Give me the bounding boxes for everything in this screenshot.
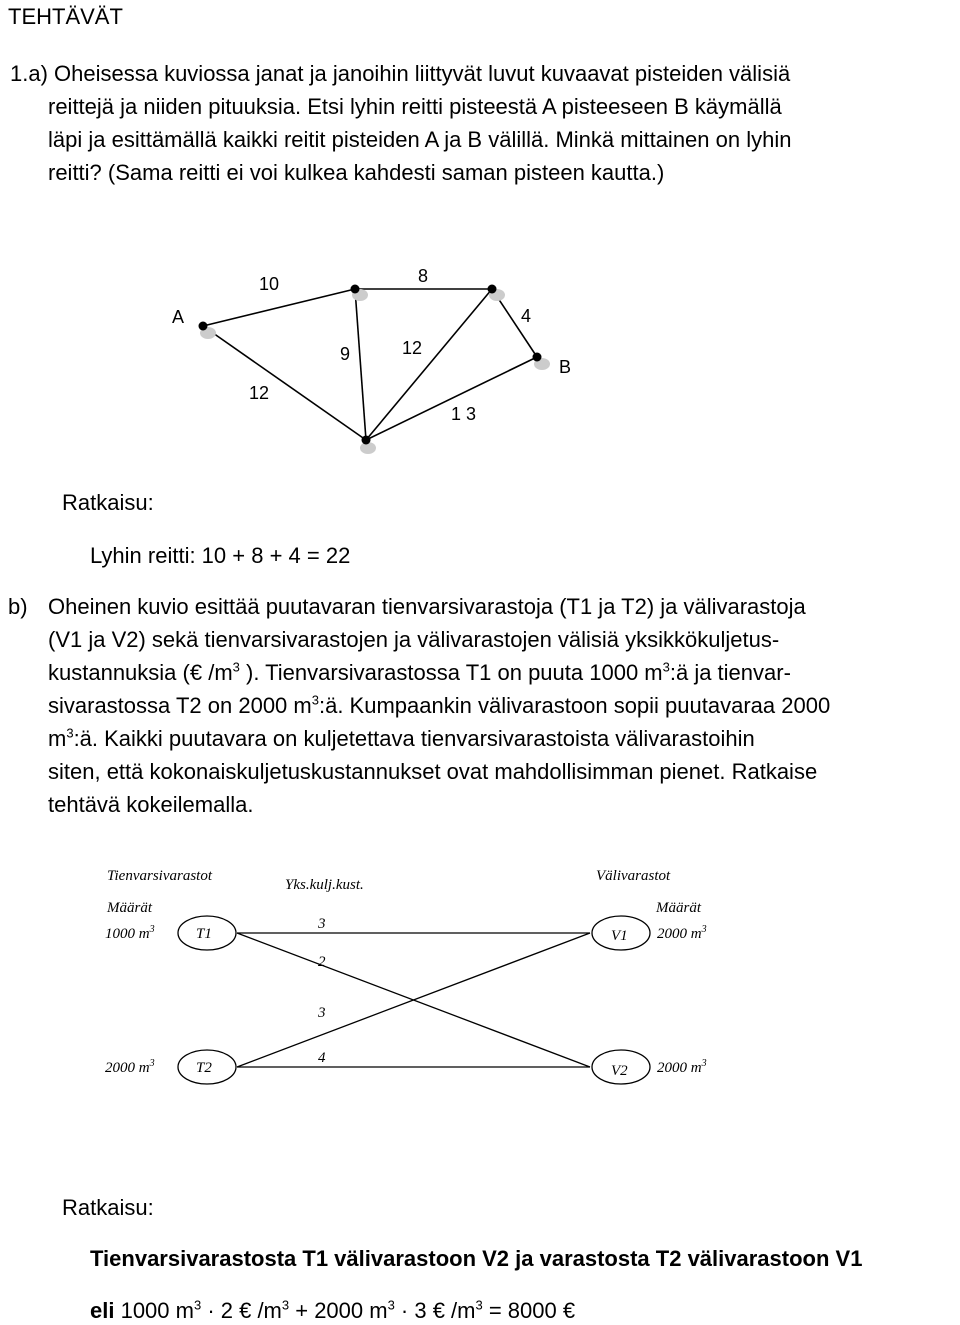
task-1b-line: $m^3:ä$. Kaikki puutavara on kuljetettava tienvarsivarastoista välivarastoihin — [48, 725, 755, 751]
edge-label: 1 3 — [451, 404, 477, 424]
edge-bottom-b — [366, 357, 537, 440]
node-top1 — [351, 285, 369, 302]
task-1b-line: Oheinen kuvio esittää puutavaran tienvarsivarastoja (T1 ja T2) ja välivarastoja — [48, 594, 806, 619]
node-v1-label: V1 — [611, 928, 628, 944]
cost-t1-v2: 2 — [318, 954, 326, 970]
left-heading: Tienvarsivarastot — [107, 868, 213, 884]
task-1a-line: läpi ja esittämällä kaikki reitit pisteiden A ja B välillä. Minkä mittainen on lyhin — [48, 127, 792, 152]
v1-amount: 2000 $m^3$ — [657, 924, 707, 942]
solution2-heading: Ratkaisu: — [62, 1195, 154, 1220]
node-top2 — [488, 285, 506, 302]
left-amounts-heading: Määrät — [107, 900, 152, 916]
t2-amount: 2000 $m^3$ — [105, 1058, 155, 1076]
right-amounts-heading: Määrät — [656, 900, 701, 916]
task-1b-text — [48, 590, 958, 821]
transport-diagram — [0, 855, 960, 1095]
cost-t1-v1: 3 — [318, 916, 326, 932]
node-t1-label: T1 — [196, 926, 212, 942]
route-graph — [0, 250, 960, 470]
solution-answer: Lyhin reitti: 10 + 8 + 4 = 22 — [90, 543, 351, 568]
edge-a-top1 — [203, 289, 355, 326]
node-a-label: A — [172, 307, 185, 327]
cost-t2-v1: 3 — [318, 1005, 326, 1021]
graph-edges — [203, 289, 537, 440]
task-1b-line: tehtävä kokeilemalla. — [48, 792, 254, 817]
task-1b-prefix: b) — [8, 594, 28, 619]
edge-label: 9 — [340, 344, 351, 364]
task-1b-line: kustannuksia (€ $/m^3$ ). Tienvarsivarastossa T1 on puuta 1000 $m^3:ä$ ja tienvar- — [48, 659, 791, 685]
node-b-label: B — [559, 357, 572, 377]
t1-amount: 1000 $m^3$ — [105, 924, 155, 942]
solution-heading: Ratkaisu: — [62, 490, 154, 515]
task-1b-line: (V1 ja V2) sekä tienvarsivarastojen ja välivarastojen välisiä yksikkökuljetus- — [48, 627, 780, 652]
edge-label: 10 — [259, 274, 280, 294]
task-1a-line: 1.a) Oheisessa kuviossa janat ja janoihin liittyvät luvut kuvaavat pisteiden välisiä — [10, 61, 791, 86]
v2-amount: 2000 $m^3$ — [657, 1058, 707, 1076]
edge-label: 8 — [418, 266, 429, 286]
task-1b-line: sivarastossa T2 on 2000 $m^3:ä$. Kumpaankin välivarastoon sopii puutavaraa 2000 — [48, 692, 831, 718]
page-title: TEHTÄVÄT — [8, 4, 123, 29]
edge-label: 12 — [402, 338, 423, 358]
task-1a-line: reittejä ja niiden pituuksia. Etsi lyhin reitti pisteestä A pisteeseen B käymällä — [48, 94, 782, 119]
task-1a-text-cont — [48, 90, 958, 189]
node-bottom — [360, 436, 376, 455]
task-1a-line: reitti? (Sama reitti ei voi kulkea kahdesti saman pisteen kautta.) — [48, 160, 665, 185]
edge-top1-bottom — [355, 289, 366, 440]
graph-nodes — [199, 285, 551, 455]
edge-label: 12 — [249, 383, 270, 403]
task-1a-text — [10, 57, 955, 90]
cost-heading: Yks.kulj.kust. — [285, 877, 364, 893]
node-t2-label: T2 — [196, 1060, 212, 1076]
task-1b-line: siten, että kokonaiskuljetuskustannukset ovat mahdollisimman pienet. Ratkaise — [48, 759, 818, 784]
cost-t2-v2: 4 — [318, 1050, 326, 1066]
right-heading: Välivarastot — [596, 868, 671, 884]
edge-label: 4 — [521, 306, 532, 326]
node-v2-label: V2 — [611, 1063, 628, 1079]
solution2-calc: eli 1000 $m^3 \cdot 2$ € $/m^3 + 2000$ $m^3 \cdot 3$ € $/m^3 = 8000$ € — [90, 1297, 576, 1323]
solution2-line: Tienvarsivarastosta T1 välivarastoon V2 ja varastosta T2 välivarastoon V1 — [90, 1246, 863, 1271]
node-b — [533, 353, 551, 371]
